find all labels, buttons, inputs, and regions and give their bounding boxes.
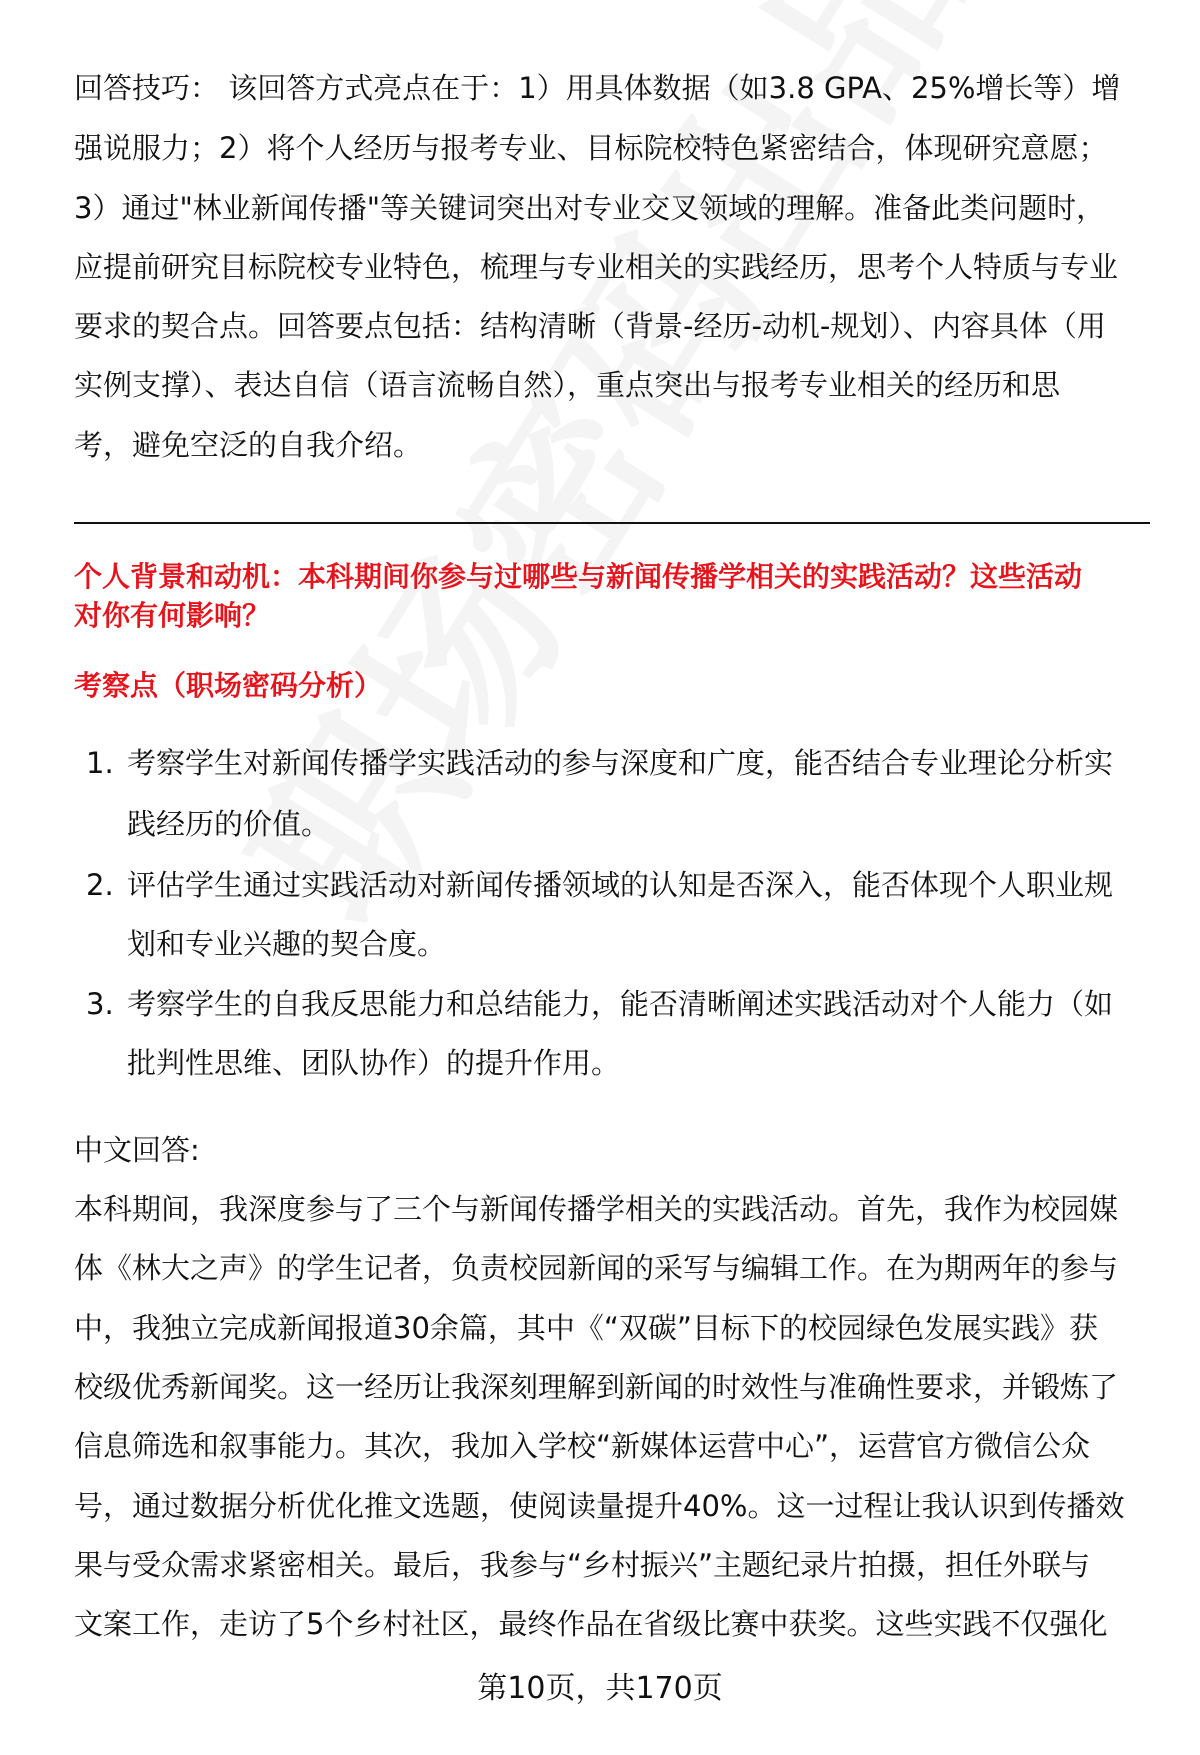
assessment-heading: 考察点（职场密码分析） <box>74 669 383 702</box>
text-line: 实例支撑）、表达自信（语言流畅自然），重点突出与报考专业相关的经历和思 <box>74 368 1061 402</box>
question-line: 对你有何影响？ <box>74 599 271 632</box>
text-line: 强说服力；2）将个人经历与报考专业、目标院校特色紧密结合，体现研究意愿； <box>74 131 1108 165</box>
text-line: 中，我独立完成新闻报道30余篇，其中《“双碳”目标下的校园绿色发展实践》获 <box>74 1311 1098 1345</box>
text-line: 考，避免空泛的自我介绍。 <box>74 428 423 462</box>
text-line: 3）通过"林业新闻传播"等关键词突出对专业交叉领域的理解。准备此类问题时， <box>74 191 1106 225</box>
list-text: 评估学生通过实践活动对新闻传播领域的认知是否深入，能否体现个人职业规 <box>127 868 1114 902</box>
text-line: 要求的契合点。回答要点包括：结构清晰（背景-经历-动机-规划）、内容具体（用 <box>74 309 1106 343</box>
list-number: 2. <box>86 868 114 902</box>
text-line: 体《林大之声》的学生记者，负责校园新闻的采写与编辑工作。在为期两年的参与 <box>74 1251 1119 1285</box>
section-divider <box>74 522 1150 524</box>
text-line: 信息筛选和叙事能力。其次，我加入学校“新媒体运营中心”，运营官方微信公众 <box>74 1429 1091 1463</box>
text-line: 本科期间，我深度参与了三个与新闻传播学相关的实践活动。首先，我作为校园媒 <box>74 1192 1119 1226</box>
list-text: 考察学生对新闻传播学实践活动的参与深度和广度，能否结合专业理论分析实 <box>127 746 1114 780</box>
answer-label: 中文回答: <box>74 1133 200 1167</box>
text-line: 果与受众需求紧密相关。最后，我参与“乡村振兴”主题纪录片拍摄，担任外联与 <box>74 1548 1091 1582</box>
list-text: 批判性思维、团队协作）的提升作用。 <box>127 1046 621 1080</box>
list-text: 划和专业兴趣的契合度。 <box>127 927 447 961</box>
text-line: 号，通过数据分析优化推文选题，使阅读量提升40%。这一过程让我认识到传播效 <box>74 1489 1125 1523</box>
list-text: 践经历的价值。 <box>127 807 331 841</box>
list-text: 考察学生的自我反思能力和总结能力，能否清晰阐述实践活动对个人能力（如 <box>127 987 1114 1021</box>
page-number: 第10页，共170页 <box>477 1671 723 1706</box>
text-line: 回答技巧： 该回答方式亮点在于：1）用具体数据（如3.8 GPA、25%增长等）增 <box>74 71 1121 105</box>
question-line: 个人背景和动机：本科期间你参与过哪些与新闻传播学相关的实践活动？这些活动 <box>74 560 1083 593</box>
text-line: 文案工作，走访了5个乡村社区，最终作品在省级比赛中获奖。这些实践不仅强化 <box>74 1607 1108 1641</box>
text-line: 应提前研究目标院校专业特色，梳理与专业相关的实践经历，思考个人特质与专业 <box>74 250 1119 284</box>
list-number: 1. <box>86 746 114 780</box>
text-line: 校级优秀新闻奖。这一经历让我深刻理解到新闻的时效性与准确性要求，并锻炼了 <box>74 1370 1119 1404</box>
list-number: 3. <box>86 987 114 1021</box>
